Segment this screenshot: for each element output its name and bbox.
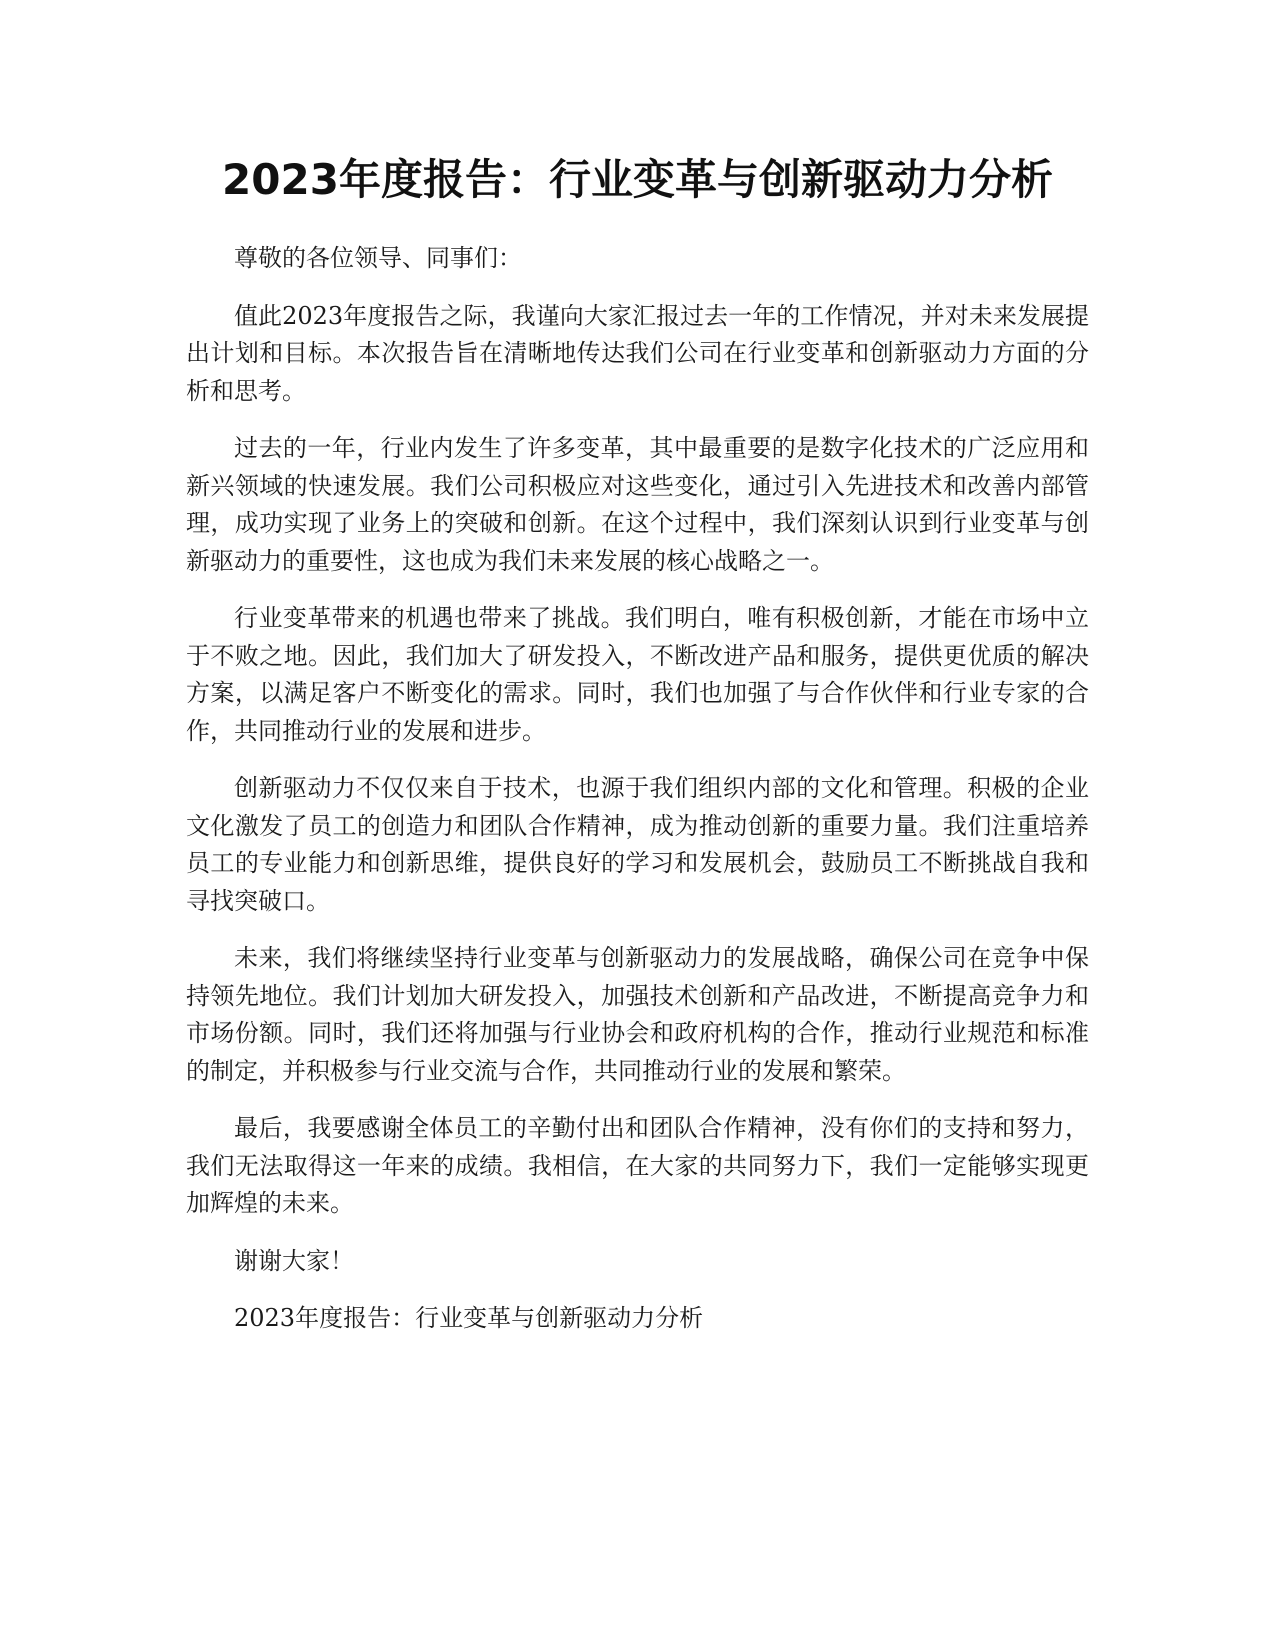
document-body xyxy=(186,240,1089,1358)
document-title: 2023年度报告：行业变革与创新驱动力分析 xyxy=(222,155,1053,204)
body-paragraph: 创新驱动力不仅仅来自于技术，也源于我们组织内部的文化和管理。积极的企业文化激发了员工的创造力和团队合作精神，成为推动创新的重要力量。我们注重培养员工的专业能力和创新思维，提供良好的学习和发展机会，鼓励员工不断挑战自我和寻找突破口。 xyxy=(186,774,1089,915)
footer-title-paragraph: 2023年度报告：行业变革与创新驱动力分析 xyxy=(234,1304,704,1332)
salutation-paragraph: 尊敬的各位领导、同事们： xyxy=(234,244,522,272)
body-paragraph: 未来，我们将继续坚持行业变革与创新驱动力的发展战略，确保公司在竞争中保持领先地位。我们计划加大研发投入，加强技术创新和产品改进，不断提高竞争力和市场份额。同时，我们还将加强与行业协会和政府机构的合作，推动行业规范和标准的制定，并积极参与行业交流与合作，共同推动行业的发展和繁荣。 xyxy=(186,944,1089,1085)
closing-paragraph: 谢谢大家！ xyxy=(234,1246,354,1275)
body-paragraph: 值此2023年度报告之际，我谨向大家汇报过去一年的工作情况，并对未来发展提出计划和目标。本次报告旨在清晰地传达我们公司在行业变革和创新驱动力方面的分析和思考。 xyxy=(186,301,1089,405)
body-paragraph: 行业变革带来的机遇也带来了挑战。我们明白，唯有积极创新，才能在市场中立于不败之地。因此，我们加大了研发投入，不断改进产品和服务，提供更优质的解决方案，以满足客户不断变化的需求。同时，我们也加强了与合作伙伴和行业专家的合作，共同推动行业的发展和进步。 xyxy=(186,604,1089,745)
body-paragraph: 过去的一年，行业内发生了许多变革，其中最重要的是数字化技术的广泛应用和新兴领域的快速发展。我们公司积极应对这些变化，通过引入先进技术和改善内部管理，成功实现了业务上的突破和创新。在这个过程中，我们深刻认识到行业变革与创新驱动力的重要性，这也成为我们未来发展的核心战略之一。 xyxy=(186,434,1089,575)
body-paragraph: 最后，我要感谢全体员工的辛勤付出和团队合作精神，没有你们的支持和努力，我们无法取得这一年来的成绩。我相信，在大家的共同努力下，我们一定能够实现更加辉煌的未来。 xyxy=(186,1114,1089,1217)
